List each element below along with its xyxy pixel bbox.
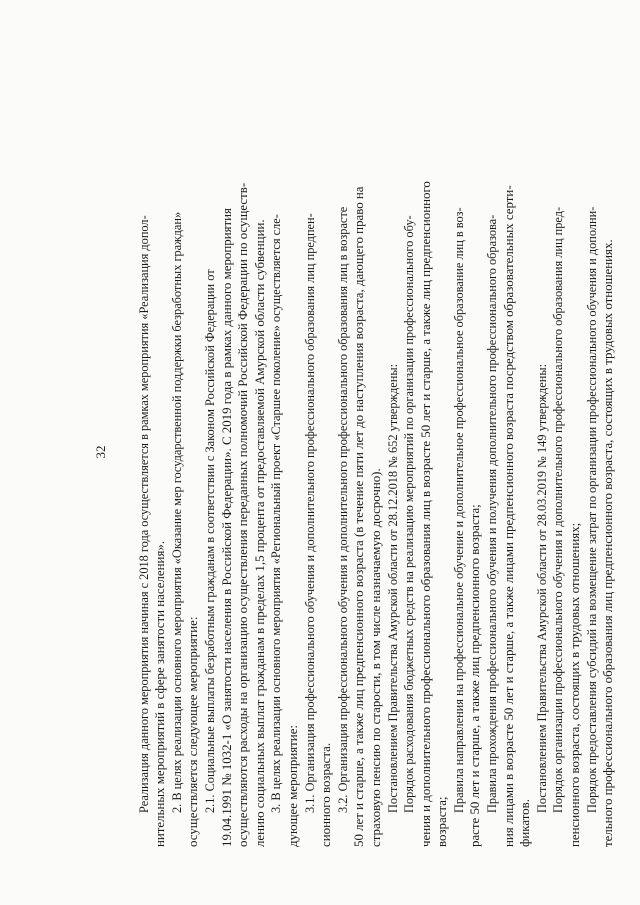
text-line: Реализация данного мероприятия начиная с 2018 года осуществляется в рамках мероприятия «Реализация допол-	[136, 215, 151, 813]
text-line: чения и дополнительного профессионального образования лиц в возрасте 50 лет и старше, а также лиц предпенсионного	[418, 181, 433, 847]
text-line: тельного профессионального образования лиц предпенсионного возраста, состоящих в трудовых отношениях.	[601, 239, 616, 847]
text-line: 19.04.1991 № 1032-1 «О занятости населения в Российской Федерации». С 2019 года в рамках данного мероприятия	[219, 208, 234, 847]
text-line: сионного возраста.	[319, 742, 334, 847]
text-line: Порядок организации профессионального обучения и дополнительного профессионального образования лиц пред-	[551, 206, 566, 813]
text-line: Постановлением Правительства Амурской области от 28.03.2019 № 149 утверждены:	[534, 363, 549, 813]
text-line: лению социальных выплат гражданам в пределах 1,5 процента от предоставляемой Амурской области субвенции.	[252, 219, 267, 847]
text-line: фикатов.	[518, 799, 533, 847]
text-line: 2. В целях реализации основного мероприятия «Оказание мер государственной поддержки безработных граждан»	[169, 211, 184, 813]
text-line: Постановлением Правительства Амурской области от 28.12.2018 № 652 утверждены:	[385, 363, 400, 813]
text-line: Правила направления на профессиональное обучение и дополнительное профессиональное образование лиц в воз-	[451, 207, 466, 813]
document-body	[136, 57, 617, 847]
page-number: 32	[94, 445, 109, 459]
text-line: 3.1. Организация профессионального обучения и дополнительного профессионального образования лиц предпен-	[302, 213, 317, 813]
text-line: осуществляется следующее мероприятие:	[186, 616, 201, 847]
text-line: возраста;	[435, 796, 450, 847]
text-line: нительных мероприятий в сфере занятости населения».	[153, 540, 168, 847]
text-line: Порядок расходования бюджетных средств на реализацию мероприятий по организации профессионального обу-	[402, 215, 417, 813]
text-line: пенсионного возраста, состоящих в трудовых отношениях;	[568, 522, 583, 847]
text-line: страховую пенсию по старости, в том числе назначаемую досрочно).	[369, 468, 383, 847]
text-line: расте 50 лет и старше, а также лиц предпенсионного возраста;	[468, 504, 483, 847]
text-line: 3. В целях реализации основного мероприятия «Региональный проект «Старшее поколение» осуществляется сле-	[269, 214, 284, 813]
text-line: ния лицами в возрасте 50 лет и старше, а также лицами предпенсионного возраста посредством образовательных серти-	[501, 185, 516, 847]
text-line: Порядок предоставления субсидий на возмещение затрат по организации профессионального обучения и дополни-	[584, 206, 599, 813]
rotated-text-block	[93, 57, 617, 847]
text-line: 3.2. Организация профессионального обучения и дополнительного профессионального образования лиц в возрасте	[335, 206, 350, 813]
text-line: 2.1. Социальные выплаты безработным гражданам в соответствии с Законом Российской Федерации от	[203, 269, 218, 813]
text-line: Правила прохождения профессионального обучения и получения дополнительного профессионального образова-	[485, 214, 500, 813]
text-line: дующее мероприятие:	[286, 724, 301, 847]
text-line: осуществляются расходы на организацию осуществления переданных полномочий Российской Федерации по осуществ-	[236, 182, 251, 847]
text-line: 50 лет и старше, а также лиц предпенсионного возраста (в течение пяти лет до наступления возраста, дающего право на	[352, 186, 367, 847]
